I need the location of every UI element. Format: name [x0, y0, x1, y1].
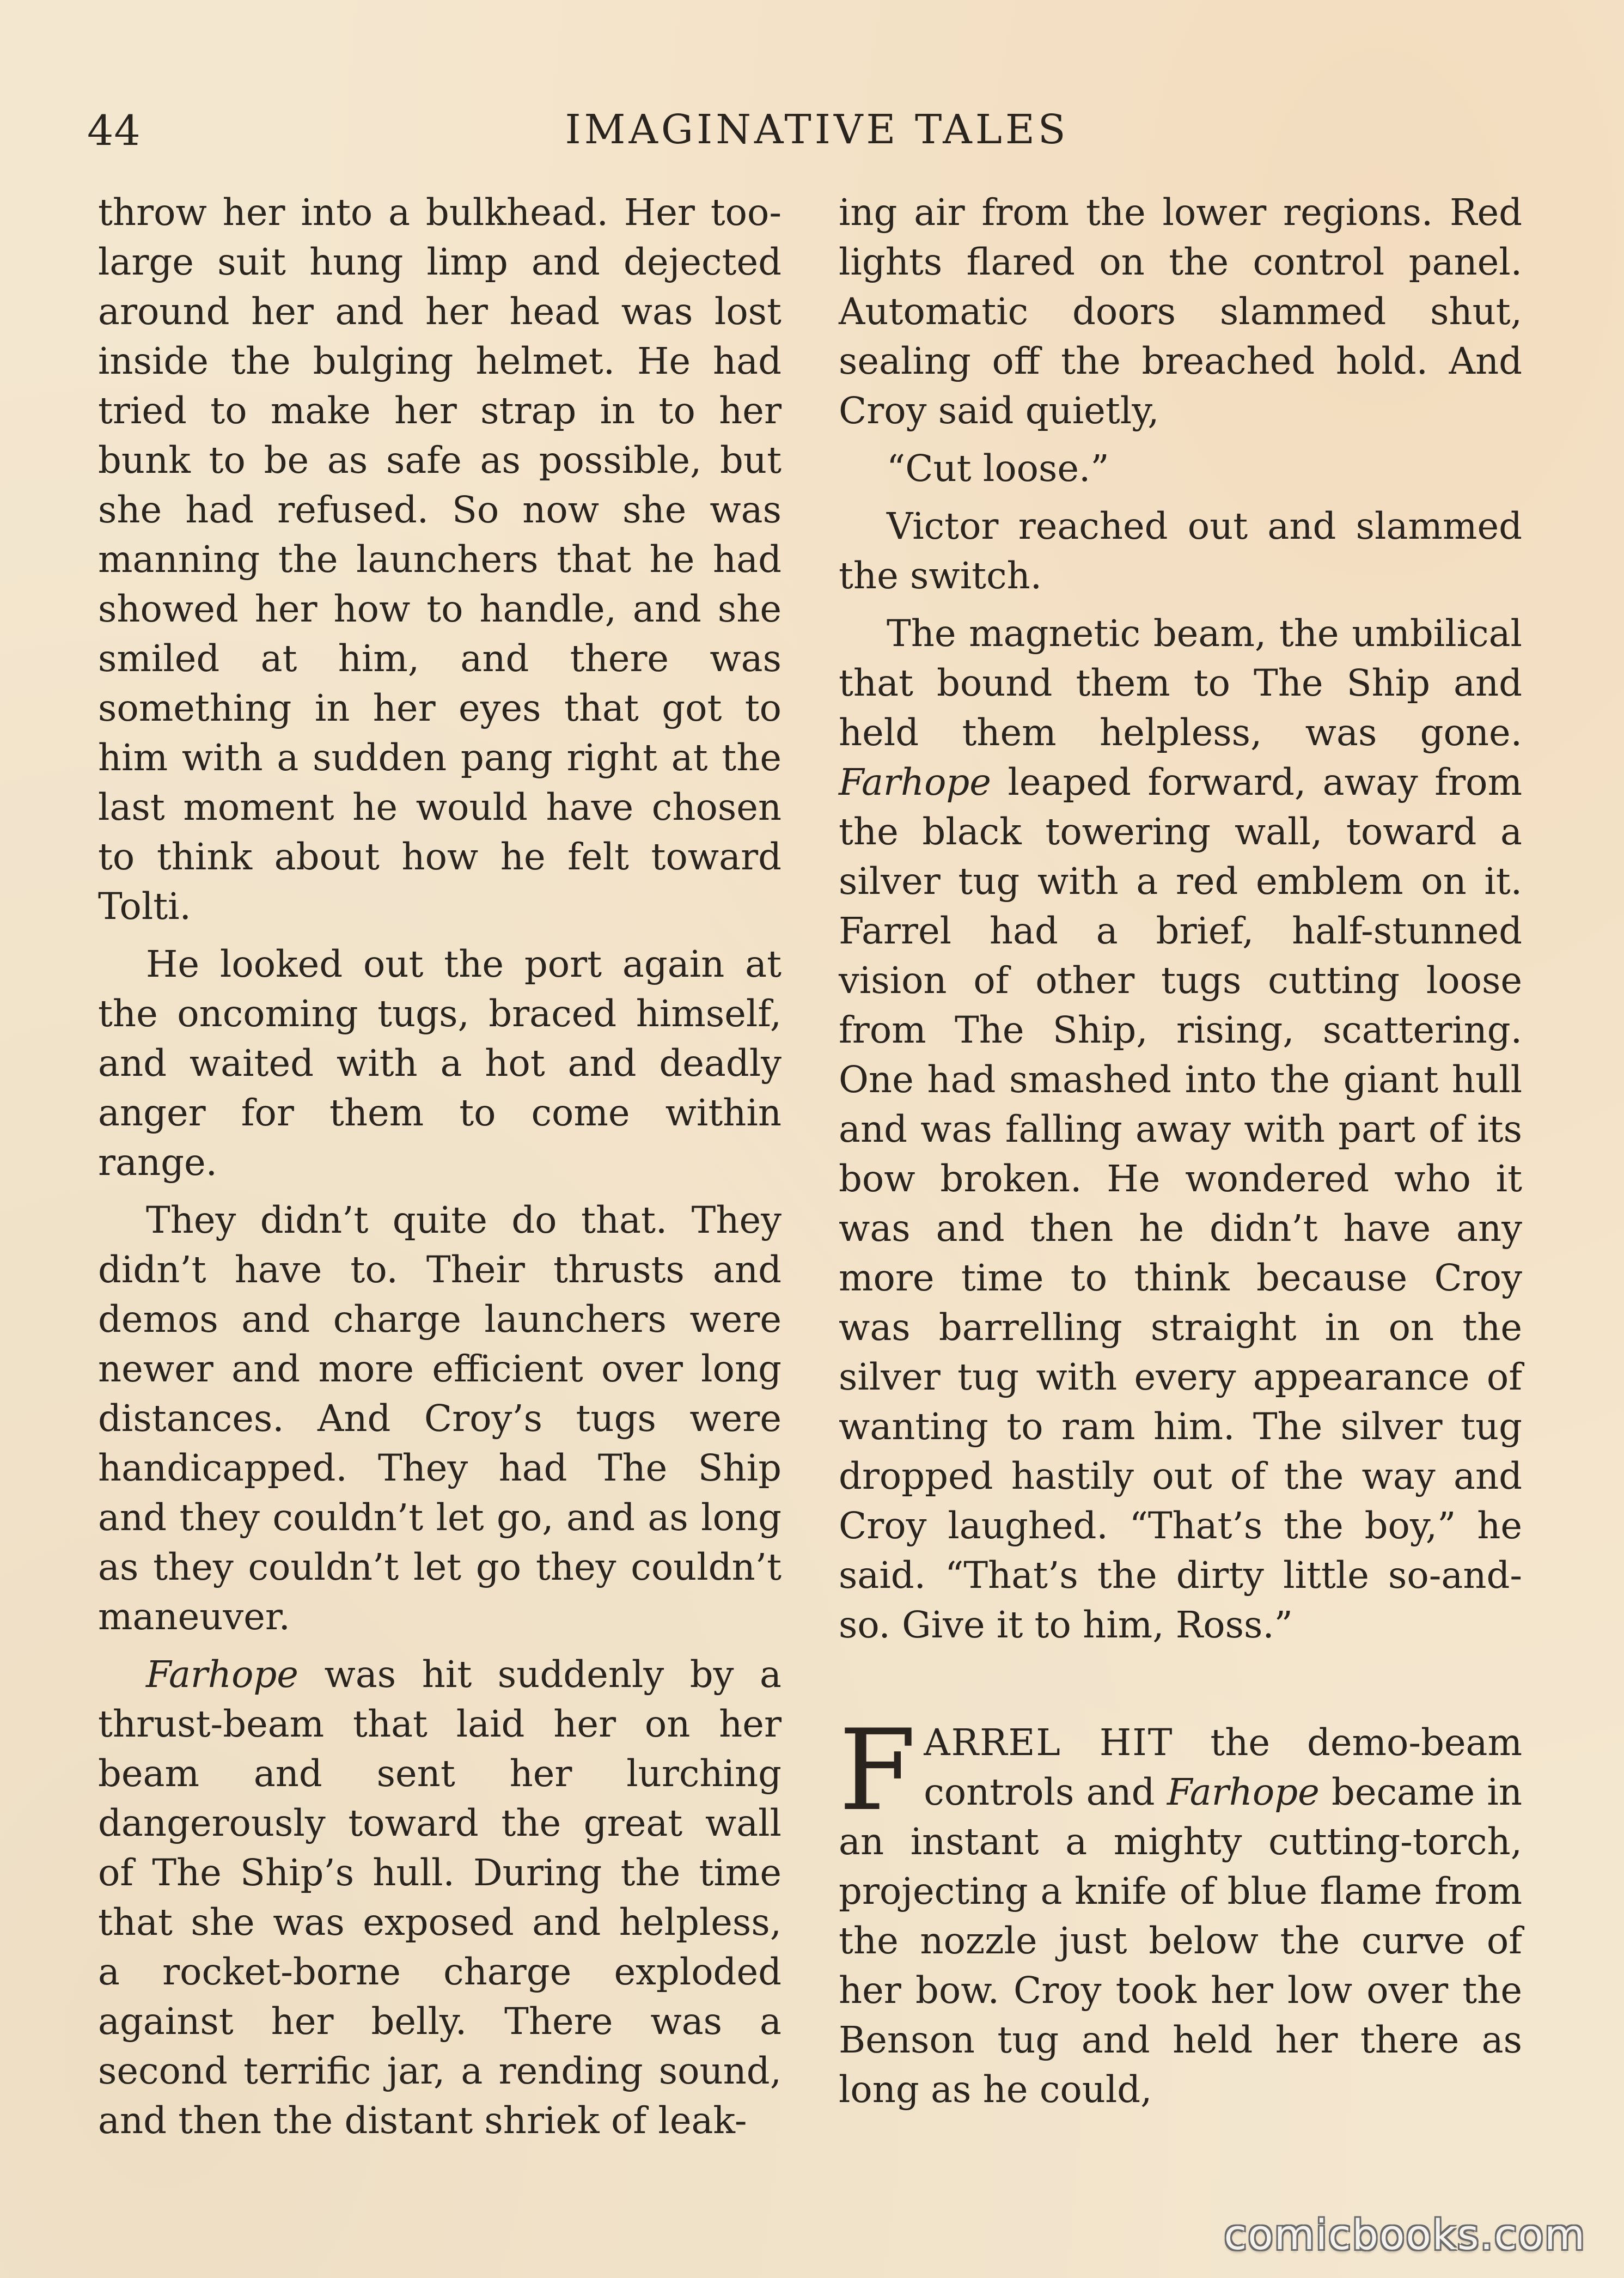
paragraph: ing air from the lower regions. Red lights flared on the control panel. Automatic doors slammed shut, sealing off the breached hold. And Croy said quietly, [839, 191, 1522, 432]
paragraph-text: was hit suddenly by a thrust-beam that laid her on her beam and sent her lurching dangerously toward the great wall of The Ship’s hull. During the time that she was exposed and helpless, a rocket-borne charge exploded against her belly. There was a second terrific jar, a rending sound, and then the distant shriek of leak- [98, 1653, 782, 2142]
ship-name-italic: Farhope [1167, 1771, 1320, 1813]
lead-in-caps: ARREL HIT [924, 1721, 1174, 1764]
running-title: IMAGINATIVE TALES [565, 106, 1069, 153]
paragraph [839, 609, 1522, 1650]
paragraph: throw her into a bulkhead. Her too-large suit hung limp and dejected around her and her head was lost inside the bulging helmet. He had tried to make her strap in to her bunk to be as safe as possible, but she had refused. So now she was manning the launchers that he had showed her how to handle, and she smiled at him, and there was something in her eyes that got to him with a sudden pang right at the last moment he would have chosen to think about how he felt toward Tolti. [98, 191, 782, 928]
paragraph-text: leaped forward, away from the black towering wall, toward a silver tug with a red emblem on it. Farrel had a brief, half-stunned vision of other tugs cutting loose from The Ship, rising, scattering. One had smashed into the giant hull and was falling away with part of its bow broken. He wondered who it was and then he didn’t have any more time to think because Croy was barrelling straight in on the silver tug with every appearance of wanting to ram him. The silver tug dropped hastily out of the way and Croy laughed. “That’s the boy,” he said. “That’s the dirty little so-and-so. Give it to him, Ross.” [839, 761, 1522, 1646]
section-start-paragraph [839, 1706, 1523, 2115]
ship-name-italic: Farhope [146, 1653, 298, 1696]
paragraph: He looked out the port again at the oncoming tugs, braced himself, and waited with a hot and deadly anger for them to come within range. [98, 943, 782, 1184]
dialogue-line: “Cut loose.” [887, 447, 1109, 490]
watermark: comicbooks.com [1224, 2210, 1586, 2259]
paragraph [98, 1650, 782, 2146]
paragraph-text: became in an instant a mighty cutting-torch, projecting a knife of blue flame from the nozzle just below the curve of her bow. Croy took her low over the Benson tug and held her there as long as he could, [839, 1771, 1522, 2111]
paragraph-text: the demo-beam controls and [924, 1721, 1523, 1813]
drop-cap: F [839, 1706, 917, 1836]
right-column [839, 188, 1522, 2123]
paragraph: They didn’t quite do that. They didn’t have to. Their thrusts and demos and charge launchers were newer and more efficient over long distances. And Croy’s tugs were handicapped. They had The Ship and they couldn’t let go, and as long as they couldn’t let go they couldn’t maneuver. [98, 1199, 782, 1638]
page-number: 44 [87, 106, 141, 155]
page-header [87, 106, 1547, 166]
paragraph: Victor reached out and slammed the switch. [839, 505, 1522, 597]
ship-name-italic: Farhope [839, 761, 991, 803]
left-column [98, 188, 782, 2154]
paragraph-text: The magnetic beam, the umbilical that bound them to The Ship and held them helpless, was gone. [839, 612, 1522, 754]
